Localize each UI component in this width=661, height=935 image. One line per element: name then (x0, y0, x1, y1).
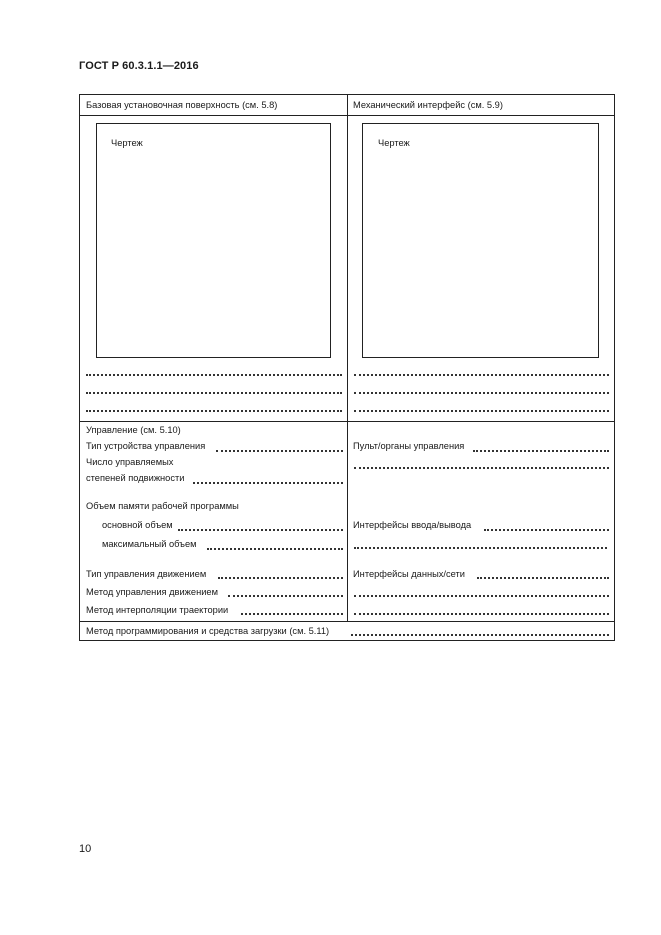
dof-label-line1: Число управляемых (86, 457, 174, 467)
trajectory-interpolation-label: Метод интерполяции траектории (86, 605, 229, 615)
right-note-line-2[interactable] (354, 392, 609, 394)
right-drawing-box (362, 123, 599, 358)
io-interfaces-field-extra[interactable] (354, 547, 607, 549)
device-type-field[interactable] (216, 450, 343, 452)
data-interfaces-field-extra-1[interactable] (354, 595, 609, 597)
device-type-label: Тип устройства управления (86, 441, 206, 451)
right-note-line-3[interactable] (354, 410, 609, 412)
dof-field[interactable] (193, 482, 343, 484)
pendant-label: Пульт/органы управления (353, 441, 465, 451)
memory-title: Объем памяти рабочей программы (86, 501, 239, 511)
motion-control-method-label: Метод управления движением (86, 587, 218, 597)
right-note-line-1[interactable] (354, 374, 609, 376)
programming-method-field[interactable] (351, 634, 609, 636)
control-section-title: Управление (см. 5.10) (86, 425, 181, 435)
io-interfaces-label: Интерфейсы ввода/вывода (353, 520, 472, 530)
left-note-line-2[interactable] (86, 392, 342, 394)
data-interfaces-field[interactable] (477, 577, 609, 579)
right-column-header: Механический интерфейс (см. 5.9) (353, 100, 503, 110)
io-interfaces-field[interactable] (484, 529, 609, 531)
motion-control-method-field[interactable] (228, 595, 343, 597)
column-divider (347, 95, 348, 621)
document-header: ГОСТ Р 60.3.1.1—2016 (79, 60, 199, 72)
right-drawing-label: Чертеж (378, 138, 410, 148)
data-interfaces-field-extra-2[interactable] (354, 613, 609, 615)
memory-main-label: основной объем (102, 520, 173, 530)
page-number: 10 (79, 843, 92, 855)
data-interfaces-label: Интерфейсы данных/сети (353, 569, 465, 579)
pendant-field-extra[interactable] (354, 467, 609, 469)
memory-max-label: максимальный объем (102, 539, 197, 549)
programming-method-label: Метод программирования и средства загрузки (см. 5.11) (86, 626, 330, 636)
left-note-line-3[interactable] (86, 410, 342, 412)
left-drawing-box (96, 123, 331, 358)
memory-max-field[interactable] (207, 548, 343, 550)
motion-control-type-field[interactable] (218, 577, 343, 579)
control-section-divider (80, 621, 614, 622)
motion-control-type-label: Тип управления движением (86, 569, 207, 579)
memory-main-field[interactable] (178, 529, 343, 531)
specification-form (79, 94, 615, 641)
left-drawing-label: Чертеж (111, 138, 143, 148)
dof-label-line2: степеней подвижности (86, 473, 185, 483)
pendant-field[interactable] (473, 450, 609, 452)
left-note-line-1[interactable] (86, 374, 342, 376)
left-column-header: Базовая установочная поверхность (см. 5.8) (86, 100, 278, 110)
trajectory-interpolation-field[interactable] (241, 613, 343, 615)
